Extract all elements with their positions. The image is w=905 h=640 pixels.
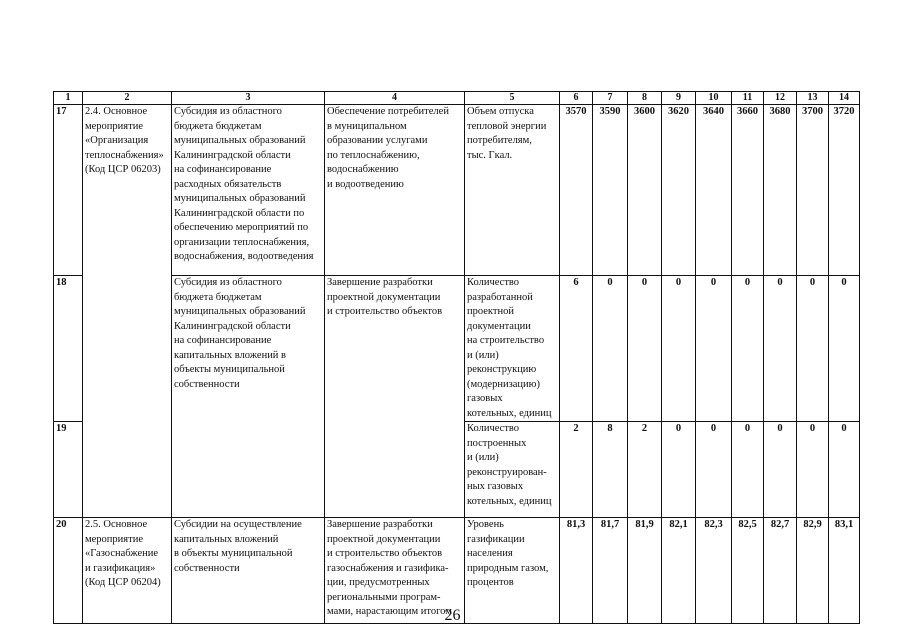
cell-line: муниципальных образований <box>174 193 306 204</box>
row-number: 19 <box>54 422 83 518</box>
cell-line: тыс. Гкал. <box>467 149 513 161</box>
cell-line: Калининградской области <box>174 320 291 332</box>
column-header: 13 <box>797 92 829 105</box>
value-cell: 0 <box>797 276 829 422</box>
cell-line: собственности <box>174 562 240 574</box>
cell-line: 2.4. Основное <box>85 106 148 117</box>
indicator-cell <box>465 276 560 422</box>
column-header: 3 <box>172 92 325 105</box>
cell-line: потребителям, <box>467 135 532 146</box>
value-cell: 0 <box>628 276 662 422</box>
value-cell: 0 <box>593 276 628 422</box>
cell-line: Уровень <box>467 519 504 530</box>
table-row <box>54 276 860 422</box>
value-cell: 0 <box>764 422 797 518</box>
cell-line: на строительство <box>467 335 545 346</box>
cell-line: муниципальных образований <box>174 135 306 146</box>
cell-line: Количество <box>467 277 520 288</box>
column-header: 14 <box>829 92 860 105</box>
cell-line: и строительство объектов <box>327 306 443 317</box>
goal-cell <box>325 105 465 276</box>
cell-line: собственности <box>174 378 240 390</box>
cell-line: Субсидии на осуществление <box>174 519 302 530</box>
page-number: 26 <box>444 607 461 624</box>
cell-line: построенных <box>467 437 527 449</box>
value-cell: 3600 <box>628 105 662 276</box>
value-cell: 3620 <box>662 105 696 276</box>
column-header: 10 <box>696 92 732 105</box>
goal-cell <box>325 276 465 518</box>
column-header: 5 <box>465 92 560 105</box>
cell-line: населения <box>467 548 513 559</box>
value-cell: 0 <box>764 276 797 422</box>
cell-line: бюджета бюджетам <box>174 291 262 303</box>
table-row <box>54 105 860 276</box>
column-header: 1 <box>54 92 83 105</box>
data-table <box>53 91 860 624</box>
value-cell: 3570 <box>560 105 593 276</box>
cell-line: водоснабжения, водоотведения <box>174 251 314 262</box>
cell-line: (Код ЦСР 06203) <box>85 164 161 175</box>
cell-line: котельных, единиц <box>467 407 552 419</box>
indicator-cell <box>465 105 560 276</box>
column-header: 11 <box>732 92 764 105</box>
column-header: 8 <box>628 92 662 105</box>
cell-line: реконструкцию <box>467 364 537 375</box>
cell-line: Калининградской области по <box>174 207 305 219</box>
column-header: 6 <box>560 92 593 105</box>
value-cell: 3680 <box>764 105 797 276</box>
cell-line: образовании услугами <box>327 135 428 146</box>
value-cell: 3720 <box>829 105 860 276</box>
cell-line: (Код ЦСР 06204) <box>85 577 161 588</box>
column-header: 7 <box>593 92 628 105</box>
cell-line: газоснабжения и газифика- <box>327 562 449 574</box>
cell-line: Завершение разработки <box>327 277 433 288</box>
cell-line: мами, нарастающим итогом <box>327 606 452 617</box>
cell-line: реконструирован- <box>467 466 547 478</box>
cell-line: в муниципальном <box>327 120 407 132</box>
cell-line: Объем отпуска <box>467 106 534 117</box>
cell-line: Субсидия из областного <box>174 277 282 288</box>
value-cell: 2 <box>560 422 593 518</box>
cell-line: на софинансирование <box>174 335 272 346</box>
cell-line: проектной документации <box>327 533 441 545</box>
cell-line: бюджета бюджетам <box>174 120 262 132</box>
value-cell: 0 <box>662 276 696 422</box>
program-cell <box>83 105 172 518</box>
cell-line: природным газом, <box>467 562 549 574</box>
cell-line: водоснабжению <box>327 164 399 175</box>
row-number: 18 <box>54 276 83 422</box>
value-cell: 8 <box>593 422 628 518</box>
value-cell: 82,9 <box>797 518 829 624</box>
cell-line: документации <box>467 320 531 332</box>
value-cell: 0 <box>829 422 860 518</box>
cell-line: объекты муниципальной <box>174 364 285 375</box>
value-cell: 0 <box>662 422 696 518</box>
value-cell: 0 <box>829 276 860 422</box>
value-cell: 0 <box>696 422 732 518</box>
column-header: 12 <box>764 92 797 105</box>
cell-line: обеспечению мероприятий по <box>174 222 309 233</box>
cell-line: и (или) <box>467 349 499 361</box>
cell-line: разработанной <box>467 291 533 303</box>
header-row <box>54 92 860 105</box>
cell-line: и водоотведению <box>327 178 404 190</box>
cell-line: 2.5. Основное <box>85 519 148 530</box>
cell-line: (модернизацию) <box>467 378 540 390</box>
value-cell: 0 <box>732 422 764 518</box>
cell-line: Количество <box>467 423 520 434</box>
value-cell: 3590 <box>593 105 628 276</box>
cell-line: мероприятие <box>85 120 143 132</box>
cell-line: Завершение разработки <box>327 519 433 530</box>
column-header: 4 <box>325 92 465 105</box>
cell-line: капитальных вложений <box>174 533 279 545</box>
source-cell <box>172 276 325 518</box>
cell-line: и (или) <box>467 452 499 463</box>
cell-line: процентов <box>467 577 514 588</box>
cell-line: ных газовых <box>467 481 524 492</box>
row-number: 17 <box>54 105 83 276</box>
cell-line: по теплоснабжению, <box>327 149 420 161</box>
cell-line: ции, предусмотренных <box>327 577 430 588</box>
cell-line: котельных, единиц <box>467 495 552 507</box>
cell-line: проектной документации <box>327 291 441 303</box>
cell-line: на софинансирование <box>174 164 272 175</box>
cell-line: в объекты муниципальной <box>174 548 293 559</box>
cell-line: проектной <box>467 306 514 317</box>
value-cell: 0 <box>732 276 764 422</box>
value-cell: 81,7 <box>593 518 628 624</box>
source-cell <box>172 105 325 276</box>
cell-line: и строительство объектов <box>327 548 443 559</box>
column-header: 2 <box>83 92 172 105</box>
cell-line: тепловой энергии <box>467 120 547 132</box>
cell-line: организации теплоснабжения, <box>174 236 310 248</box>
value-cell: 6 <box>560 276 593 422</box>
cell-line: Обеспечение потребителей <box>327 106 449 117</box>
row-number: 20 <box>54 518 83 624</box>
value-cell: 2 <box>628 422 662 518</box>
cell-line: газификации <box>467 533 525 545</box>
cell-line: газовых <box>467 393 503 404</box>
cell-line: расходных обязательств <box>174 178 282 190</box>
cell-line: Субсидия из областного <box>174 106 282 117</box>
value-cell: 82,7 <box>764 518 797 624</box>
column-header: 9 <box>662 92 696 105</box>
cell-line: «Газоснабжение <box>85 548 159 559</box>
value-cell: 3660 <box>732 105 764 276</box>
cell-line: муниципальных образований <box>174 306 306 317</box>
value-cell: 0 <box>797 422 829 518</box>
cell-line: региональными програм- <box>327 591 441 603</box>
cell-line: мероприятие <box>85 533 143 545</box>
cell-line: капитальных вложений в <box>174 349 287 361</box>
value-cell: 0 <box>696 276 732 422</box>
indicator-cell <box>465 422 560 518</box>
cell-line: Калининградской области <box>174 149 291 161</box>
cell-line: «Организация <box>85 135 149 146</box>
value-cell: 81,9 <box>628 518 662 624</box>
value-cell: 83,1 <box>829 518 860 624</box>
cell-line: и газификация» <box>85 562 156 574</box>
value-cell: 82,3 <box>696 518 732 624</box>
value-cell: 3700 <box>797 105 829 276</box>
value-cell: 82,1 <box>662 518 696 624</box>
value-cell: 82,5 <box>732 518 764 624</box>
value-cell: 81,3 <box>560 518 593 624</box>
value-cell: 3640 <box>696 105 732 276</box>
cell-line: теплоснабжения» <box>85 149 164 161</box>
